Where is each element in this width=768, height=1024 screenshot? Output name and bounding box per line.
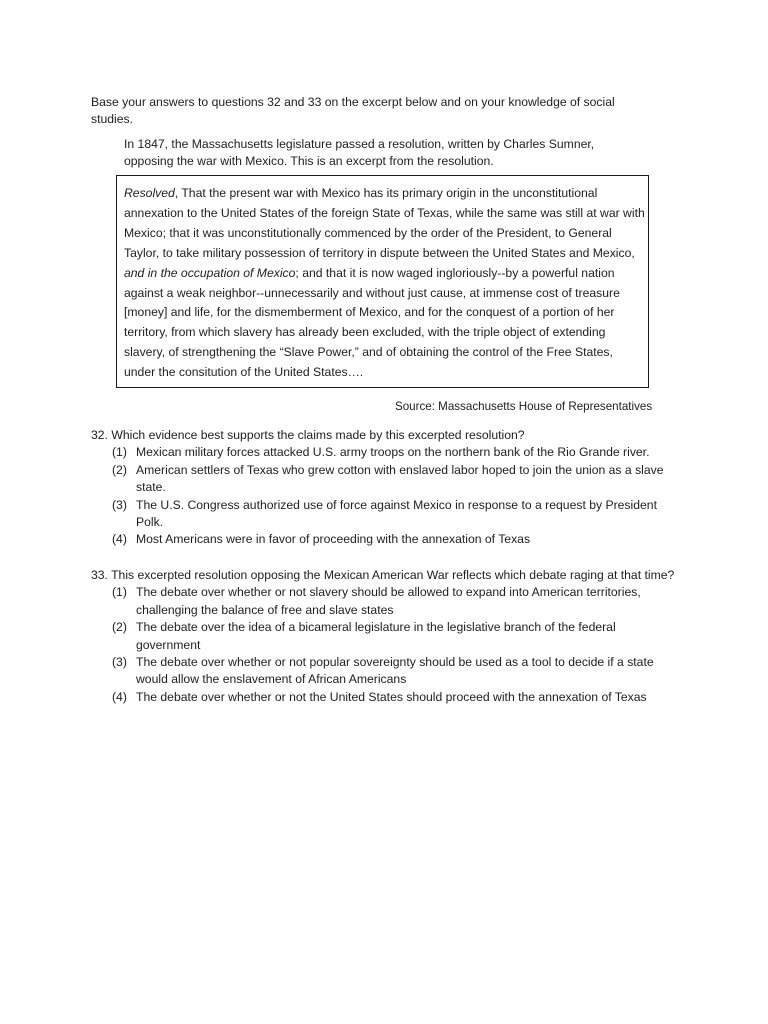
excerpt-occupation-italic: and in the occupation of Mexico [124, 265, 296, 280]
answer-options [91, 584, 681, 706]
answer-option [91, 531, 681, 548]
option-number: (2) [112, 462, 127, 477]
option-text: The debate over whether or not popular sovereignty should be used as a tool to decide if a state would allow the enslavement of African Americans [136, 655, 654, 687]
answer-option [91, 497, 681, 532]
question-33 [91, 567, 681, 706]
answer-option [91, 444, 681, 461]
question-stem: 32. Which evidence best supports the claims made by this excerpted resolution? [91, 428, 525, 442]
option-text: Mexican military forces attacked U.S. army troops on the northern bank of the Rio Grande river. [136, 445, 650, 460]
option-text: The U.S. Congress authorized use of force against Mexico in response to a request by President Polk. [136, 497, 657, 530]
answer-option [91, 584, 681, 619]
source-citation: Source: Massachusetts House of Representatives [395, 400, 653, 413]
option-number: (4) [112, 689, 127, 704]
option-number: (1) [112, 445, 127, 460]
option-text: The debate over the idea of a bicameral legislature in the legislative branch of the federal government [136, 620, 616, 652]
excerpt-text-part: ; and that it is now waged ingloriously--by a powerful nation against a weak neighbor--unnecessarily and without just cause, at immense cost of treasure [money] and life, for the dismemberment of Mexico, and for the conquest of a portion of her territory, from which slavery has already been excluded, with the triple object of extending slavery, of strengthening the “Slave Power,” and of obtaining the control of the Free States, under the consitution of the United States…. [124, 265, 620, 380]
option-number: (2) [112, 620, 127, 635]
answer-option [91, 462, 681, 497]
option-text: The debate over whether or not the United States should proceed with the annexation of Texas [136, 689, 647, 704]
question-32 [91, 427, 681, 549]
answer-option [91, 654, 681, 689]
question-stem: 33. This excerpted resolution opposing the Mexican American War reflects which debate raging at that time? [91, 568, 675, 582]
option-number: (1) [112, 585, 127, 600]
answer-option [91, 689, 681, 706]
option-text: Most Americans were in favor of proceeding with the annexation of Texas [136, 532, 531, 547]
instructions-text: Base your answers to questions 32 and 33 on the excerpt below and on your knowledge of social studies. [91, 95, 615, 126]
answer-option [91, 619, 681, 654]
option-number: (3) [112, 655, 127, 670]
option-text: The debate over whether or not slavery should be allowed to expand into American territories, challenging the balance of free and slave states [136, 585, 641, 617]
option-number: (4) [112, 532, 127, 547]
option-number: (3) [112, 497, 127, 512]
excerpt-resolved-italic: Resolved [124, 186, 175, 200]
option-text: American settlers of Texas who grew cotton with enslaved labor hoped to join the union as a slave state. [136, 462, 664, 495]
excerpt-text-part: , That the present war with Mexico has its primary origin in the unconstitutional annexation to the United States of the foreign State of Texas, while the same was still at war with Mexico; that it was unconstitutionally commenced by the order of the President, to General Taylor, to take military possession of territory in dispute between the United States and Mexico, [124, 186, 645, 260]
excerpt-context: In 1847, the Massachusetts legislature passed a resolution, written by Charles Sumner, opposing the war with Mexico. This is an excerpt from the resolution. [124, 137, 595, 168]
excerpt-box [116, 175, 649, 388]
excerpt-text [124, 184, 647, 383]
answer-options [91, 444, 681, 548]
